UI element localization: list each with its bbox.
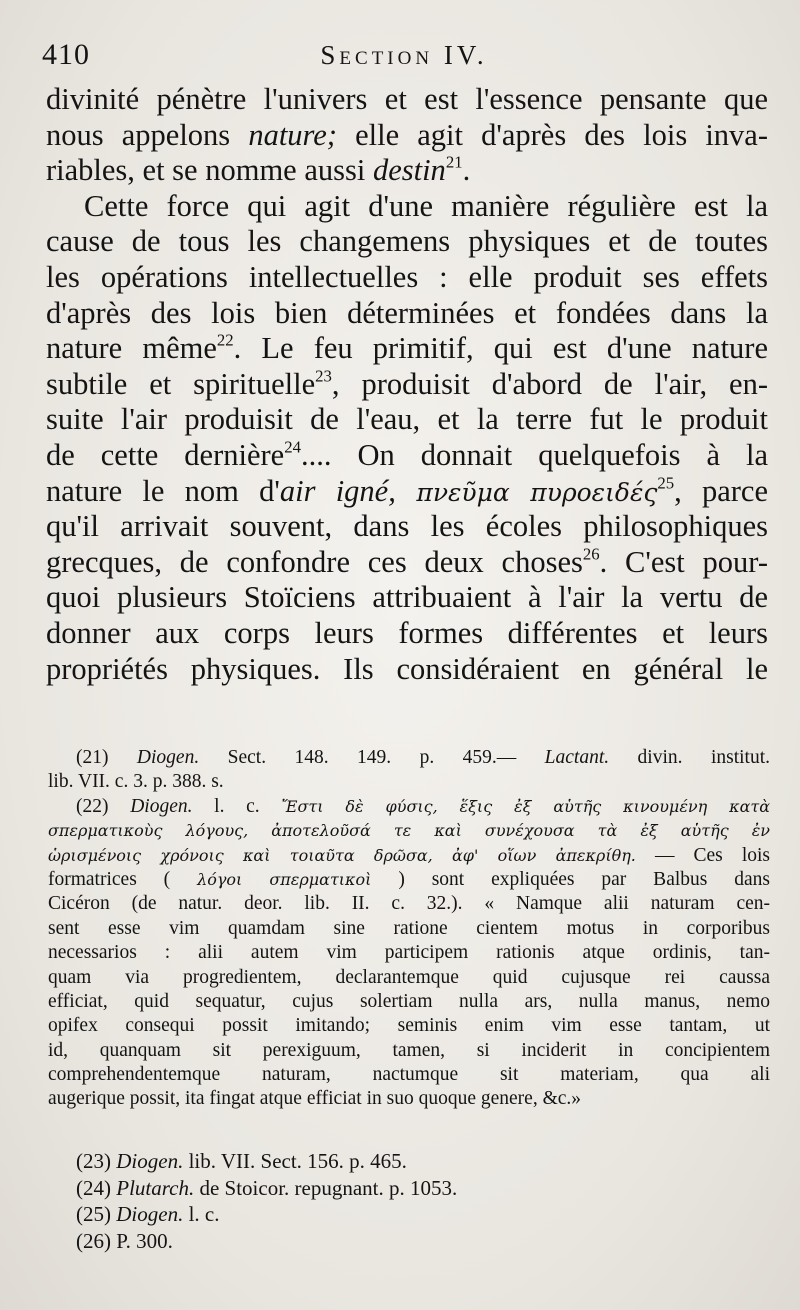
- footnote-25: (25) Diogen. l. c.: [76, 1202, 220, 1226]
- footnote-line: quam via progredientem, declarantemque quid cujusque rei caussa: [48, 966, 770, 988]
- footnote-line: sent esse vim quamdam sine ratione cientem motus in corporibus: [48, 917, 770, 939]
- text-line: Cette force qui agit d'une manière régulière est la: [84, 188, 768, 223]
- paragraph-continued: [46, 82, 768, 189]
- footnote-23: (23) Diogen. lib. VII. Sect. 156. p. 465.: [76, 1149, 407, 1173]
- footnote-ref: 21: [445, 153, 463, 172]
- footnotes: [48, 746, 770, 1112]
- text-line: riables, et se nomme aussi destin$^{21}$.: [46, 153, 471, 188]
- short-footnotes: [76, 1148, 576, 1254]
- footnote-22: [48, 795, 770, 1112]
- running-head: Section IV.: [320, 40, 488, 70]
- footnote-ref: 23: [315, 366, 332, 386]
- text-line: de cette dernière$^{24}$.... On donnait quelquefois à la: [46, 437, 768, 472]
- text-line: subtile et spirituelle$^{23}$, produisit d'abord de l'air, en-: [46, 366, 768, 401]
- footnote-line: efficiat, quid sequatur, cujus solertiam nulla ars, nulla manus, nemo: [48, 990, 770, 1012]
- footnote-line: necessarios : alii autem vim participem rationis atque ordinis, tan-: [48, 942, 770, 964]
- main-text: [46, 82, 768, 687]
- text-line: nous appelons nature; elle agit d'après des lois inva-: [46, 117, 768, 152]
- footnote-line: (21) Diogen. Sect. 148. 149. p. 459.— Lactant. divin. institut.: [76, 747, 770, 768]
- text-line: quoi plusieurs Stoïciens attribuaient à l'air la vertu de: [46, 580, 768, 615]
- footnote-line: (22) Diogen. l. c. Ἔστι δὲ φύσις, ἕξις ἐξ αὑτῆς κινουμένη κατὰ: [76, 795, 770, 817]
- footnote-ref: 26: [582, 544, 600, 564]
- footnote-26: (26) P. 300.: [76, 1228, 173, 1253]
- footnote-24: (24) Plutarch. de Stoicor. repugnant. p. 1053.: [76, 1175, 458, 1200]
- footnote-ref: 22: [216, 331, 234, 350]
- text-line: nature le nom d'air igné, πνεῦμα πυροειδές$^{25}$, parce: [46, 473, 768, 508]
- text-line: suite l'air produisit de l'eau, et la terre fut le produit: [46, 402, 768, 437]
- footnote-line: comprehendentemque naturam, nactumque sit materiam, qua ali: [48, 1064, 770, 1086]
- text-line: divinité pénètre l'univers et est l'essence pensante que: [46, 82, 768, 116]
- footnote-line: formatrices ( λόγοι σπερματικοὶ ) sont expliquées par Balbus dans: [48, 868, 770, 890]
- footnote-line: lib. VII. c. 3. p. 388. s.: [48, 771, 224, 793]
- footnote-line: ὡρισμένοις χρόνοις καὶ τοιαῦτα δρῶσα, ἀφ' οἵων ἀπεκρίθη. — Ces lois: [48, 844, 770, 866]
- paragraph: [46, 189, 768, 687]
- footnote-ref: 25: [657, 473, 675, 492]
- text-line: cause de tous les changemens physiques et de toutes: [46, 224, 768, 259]
- footnote-line: augerique possit, ita fingat atque efficiat in suo quoque genere, &c.»: [48, 1088, 582, 1110]
- text-line: d'après des lois bien déterminées et fondées dans la: [46, 295, 768, 330]
- text-line: grecques, de confondre ces deux choses$^{26}$. C'est pour-: [46, 544, 768, 579]
- footnote-line: Cicéron (de natur. deor. lib. II. c. 32.). « Namque alii naturam cen-: [48, 893, 770, 915]
- page-number: 410: [42, 38, 90, 71]
- text-line: qu'il arrivait souvent, dans les écoles philosophiques: [46, 509, 768, 544]
- text-line: donner aux corps leurs formes différentes et leurs: [46, 615, 768, 650]
- page-header: [40, 36, 768, 76]
- footnote-line: σπερματικοὺς λόγους, ἀποτελοῦσά τε καὶ συνέχουσα τὰ ἐξ αὑτῆς ἐν: [48, 821, 770, 841]
- text-line: nature même$^{22}$. Le feu primitif, qui est d'une nature: [46, 331, 768, 366]
- text-line: propriétés physiques. Ils considéraient en général le: [46, 651, 768, 686]
- footnote-21: [48, 746, 770, 795]
- footnote-ref: 24: [284, 437, 301, 457]
- footnote-line: id, quanquam sit perexiguum, tamen, si inciderit in concipientem: [48, 1039, 770, 1061]
- text-line: les opérations intellectuelles : elle produit ses effets: [46, 259, 768, 294]
- footnote-line: opifex consequi possit imitando; seminis enim vim esse tantam, ut: [48, 1015, 770, 1037]
- greek-phrase: πνεῦμα πυροειδές: [395, 477, 658, 507]
